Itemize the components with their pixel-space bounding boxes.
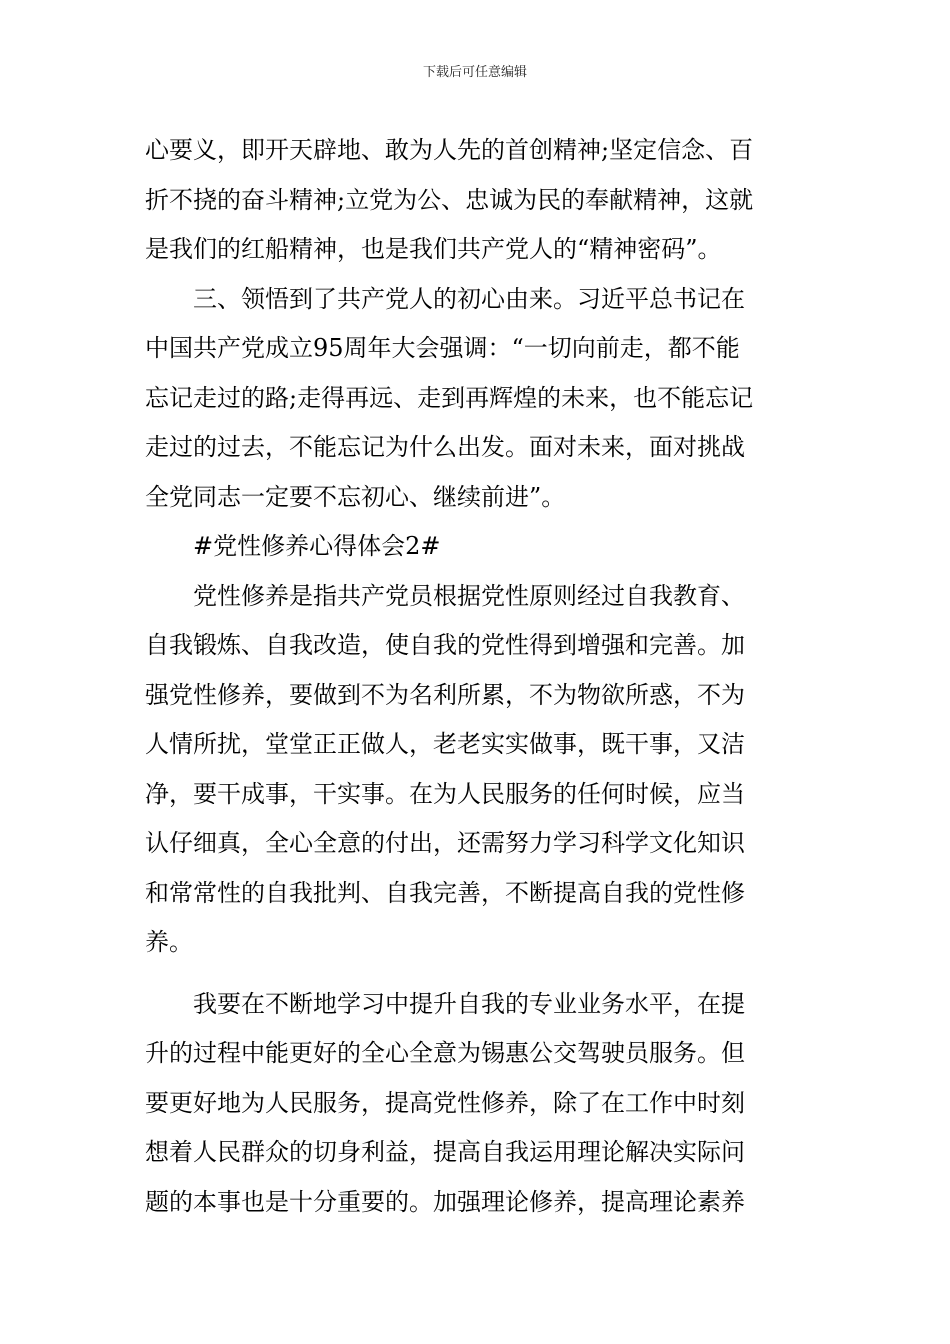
text-line: 走过的过去，不能忘记为什么出发。面对未来，面对挑战 bbox=[145, 433, 745, 461]
paragraph-gap bbox=[145, 968, 807, 980]
text-line: 心要义，即开天辟地、敢为人先的首创精神;坚定信念、百 bbox=[145, 136, 754, 164]
header-note: 下载后可任意编辑 bbox=[422, 65, 527, 80]
text-line: 人情所扰，堂堂正正做人，老老实实做事，既干事，又洁 bbox=[145, 730, 745, 758]
text-line: 认仔细真，全心全意的付出，还需努力学习科学文化知识 bbox=[145, 829, 745, 857]
text-line: 我要在不断地学习中提升自我的专业业务水平，在提 bbox=[193, 989, 745, 1018]
section-heading-text: #党性修养心得体会2# bbox=[193, 532, 441, 560]
text-line: 折不挠的奋斗精神;立党为公、忠诚为民的奉献精神，这就 bbox=[145, 185, 754, 214]
text-line: 想着人民群众的切身利益，提高自我运用理论解决实际问 bbox=[145, 1138, 745, 1166]
text-line: 三、领悟到了共产党人的初心由来。习近平总书记在 bbox=[193, 284, 745, 313]
document-body bbox=[145, 126, 807, 1227]
text-line: 中国共产党成立95周年大会强调：“一切向前走，都不能 bbox=[145, 334, 740, 362]
text-line: 忘记走过的路;走得再远、走到再辉煌的未来，也不能忘记 bbox=[145, 383, 754, 412]
text-line: 自我锻炼、自我改造，使自我的党性得到增强和完善。加 bbox=[145, 631, 745, 659]
section-heading bbox=[145, 522, 807, 572]
text-line: 是我们的红船精神，也是我们共产党人的“精神密码”。 bbox=[145, 235, 722, 263]
text-line: 和常常性的自我批判、自我完善，不断提高自我的党性修 bbox=[145, 878, 745, 907]
text-line: 要更好地为人民服务，提高党性修养，除了在工作中时刻 bbox=[145, 1088, 745, 1117]
text-line: 养。 bbox=[145, 928, 193, 956]
text-line: 党性修养是指共产党员根据党性原则经过自我教育、 bbox=[193, 581, 745, 610]
text-line: 题的本事也是十分重要的。加强理论修养，提高理论素养 bbox=[145, 1187, 745, 1216]
text-line: 全党同志一定要不忘初心、继续前进”。 bbox=[145, 482, 566, 511]
paragraph bbox=[145, 572, 807, 968]
paragraph bbox=[145, 980, 807, 1228]
text-line: 强党性修养，要做到不为名利所累，不为物欲所惑，不为 bbox=[145, 680, 745, 709]
paragraph bbox=[145, 275, 807, 523]
page-header bbox=[0, 64, 950, 82]
text-line: 升的过程中能更好的全心全意为锡惠公交驾驶员服务。但 bbox=[145, 1039, 745, 1067]
paragraph bbox=[145, 126, 807, 275]
text-line: 净，要干成事，干实事。在为人民服务的任何时候，应当 bbox=[145, 779, 745, 808]
